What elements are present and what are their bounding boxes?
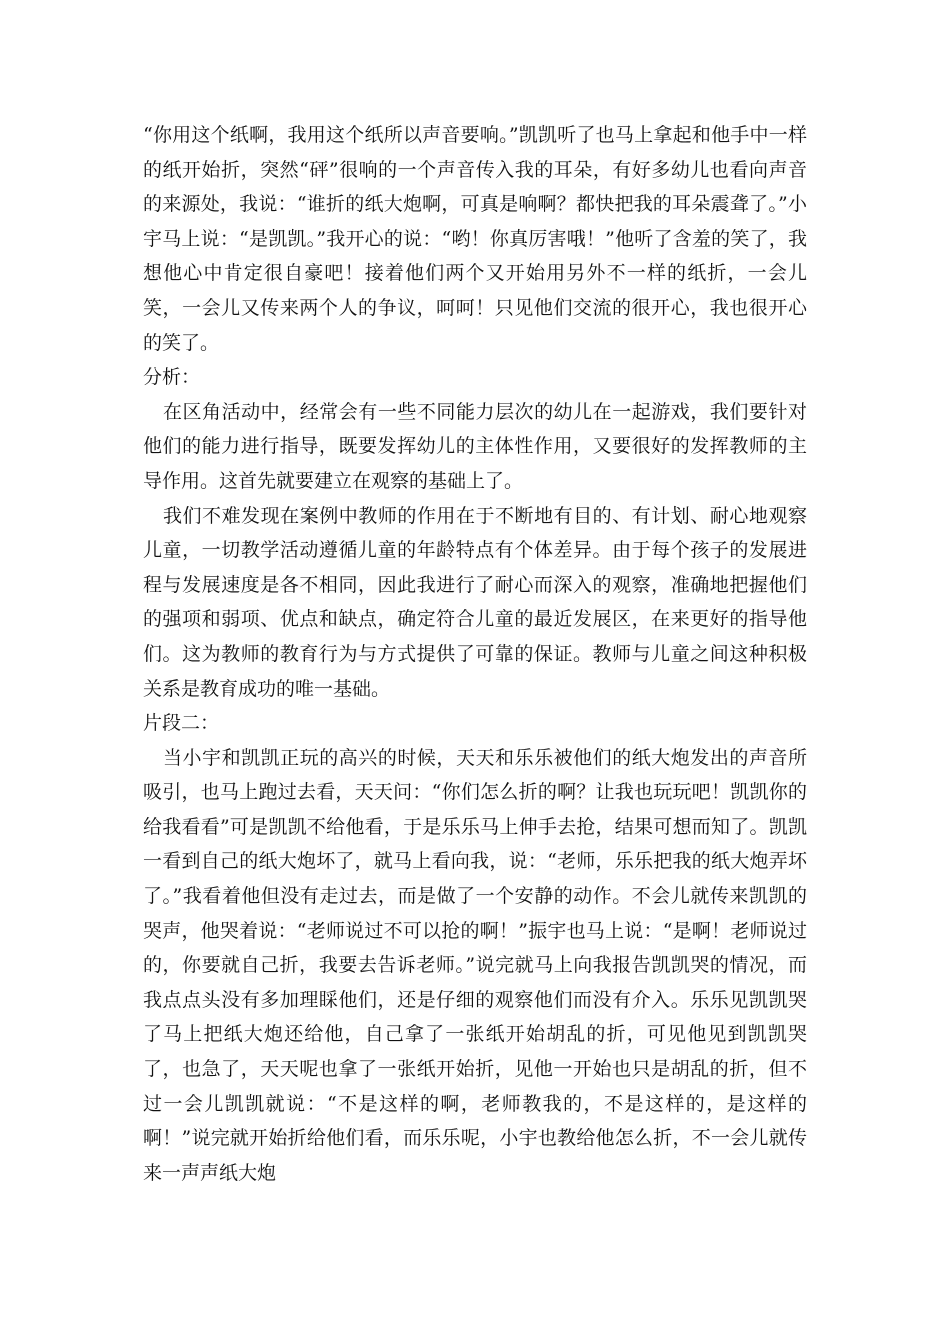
- paragraph-analysis-2: 我们不难发现在案例中教师的作用在于不断地有目的、有计划、耐心地观察儿童，一切教学活动遵循儿童的年龄特点有个体差异。由于每个孩子的发展进程与发展速度是各不相同，因此我进行了耐心而深入的观察，准确地把握他们的强项和弱项、优点和缺点，确定符合儿童的最近发展区，在来更好的指导他们。这为教师的教育行为与方式提供了可靠的保证。教师与儿童之间这种积极关系是教育成功的唯一基础。: [143, 504, 807, 700]
- document-body: [143, 118, 807, 1190]
- paragraph-fragment-two: 当小宇和凯凯正玩的高兴的时候，天天和乐乐被他们的纸大炮发出的声音所吸引，也马上跑过去看，天天问：“你们怎么折的啊？让我也玩玩吧！凯凯你的给我看看”可是凯凯不给他看，于是乐乐马上伸手去抢，结果可想而知了。凯凯一看到自己的纸大炮坏了，就马上看向我，说：“老师，乐乐把我的纸大炮弄坏了。”我看着他但没有走过去，而是做了一个安静的动作。不会儿就传来凯凯的哭声，他哭着说：“老师说过不可以抢的啊！”振宇也马上说：“是啊！老师说过的，你要就自己折，我要去告诉老师。”说完就马上向我报告凯凯哭的情况，而我点点头没有多加理睬他们，还是仔细的观察他们而没有介入。乐乐见凯凯哭了马上把纸大炮还给他，自己拿了一张纸开始胡乱的折，可见他见到凯凯哭了，也急了，天天呢也拿了一张纸开始折，见他一开始也只是胡乱的折，但不过一会儿凯凯就说：“不是这样的啊，老师教我的，不是这样的，是这样的啊！”说完就开始折给他们看，而乐乐呢，小宇也教给他怎么折，不一会儿就传来一声声纸大炮: [143, 746, 807, 1184]
- section-heading-analysis: 分析：: [143, 366, 201, 389]
- section-heading-fragment-two: 片段二：: [143, 712, 220, 735]
- paragraph-story-continuation: “你用这个纸啊，我用这个纸所以声音要响。”凯凯听了也马上拿起和他手中一样的纸开始折，突然“砰”很响的一个声音传入我的耳朵，有好多幼儿也看向声音的来源处，我说：“谁折的纸大炮啊，可真是响啊？都快把我的耳朵震聋了。”小宇马上说：“是凯凯。”我开心的说：“哟！你真厉害哦！”他听了含羞的笑了，我想他心中肯定很自豪吧！接着他们两个又开始用另外不一样的纸折，一会儿笑，一会儿又传来两个人的争议，呵呵！只见他们交流的很开心，我也很开心的笑了。: [143, 124, 807, 354]
- paragraph-analysis-1: 在区角活动中，经常会有一些不同能力层次的幼儿在一起游戏，我们要针对他们的能力进行指导，既要发挥幼儿的主体性作用，又要很好的发挥教师的主导作用。这首先就要建立在观察的基础上了。: [143, 400, 807, 492]
